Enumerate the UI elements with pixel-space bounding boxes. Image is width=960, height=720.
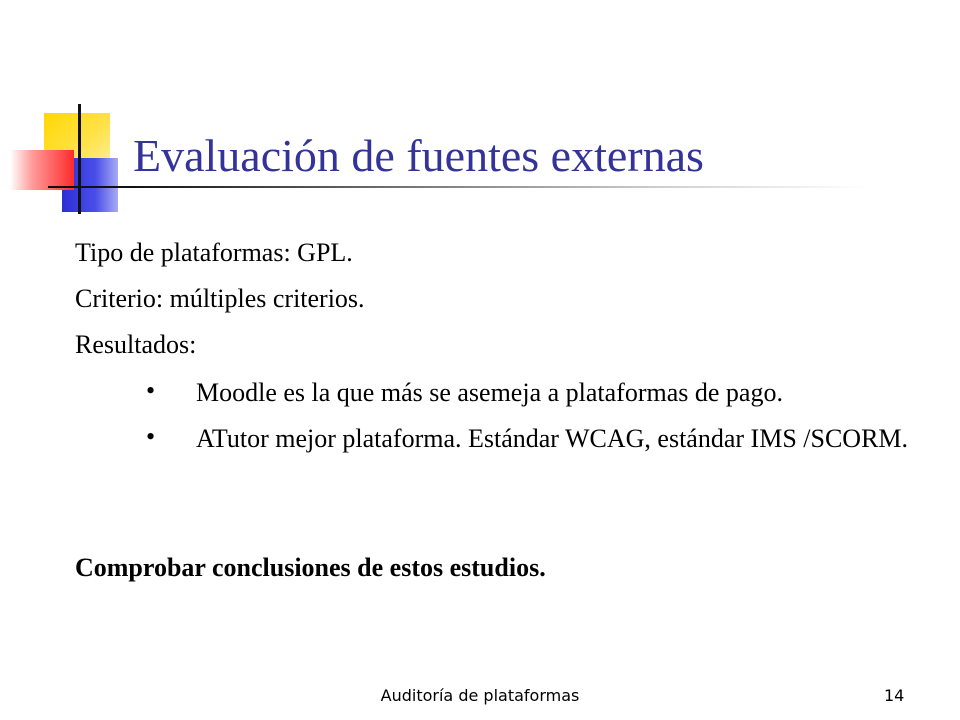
text-line-platform-type: Tipo de plataformas: GPL.: [75, 238, 353, 267]
text-line-criteria: Criterio: múltiples criterios.: [75, 284, 365, 313]
conclusion-text: Comprobar conclusiones de estos estudios.: [75, 553, 546, 582]
page-number: 14: [884, 686, 905, 705]
slide-title: Evaluación de fuentes externas: [133, 130, 704, 181]
bullet-icon: •: [146, 376, 156, 405]
footer-title: Auditoría de plataformas: [380, 686, 580, 705]
text-line-results: Resultados:: [75, 330, 197, 359]
bullet-icon: •: [146, 422, 156, 451]
red-gradient-decoration: [10, 150, 74, 190]
title-underline-decoration: [48, 186, 868, 188]
bullet-item-moodle: Moodle es la que más se asemeja a plataformas de pago.: [196, 378, 783, 407]
vertical-line-decoration: [78, 104, 81, 214]
bullet-item-atutor: ATutor mejor plataforma. Estándar WCAG, estándar IMS /SCORM.: [196, 424, 909, 453]
